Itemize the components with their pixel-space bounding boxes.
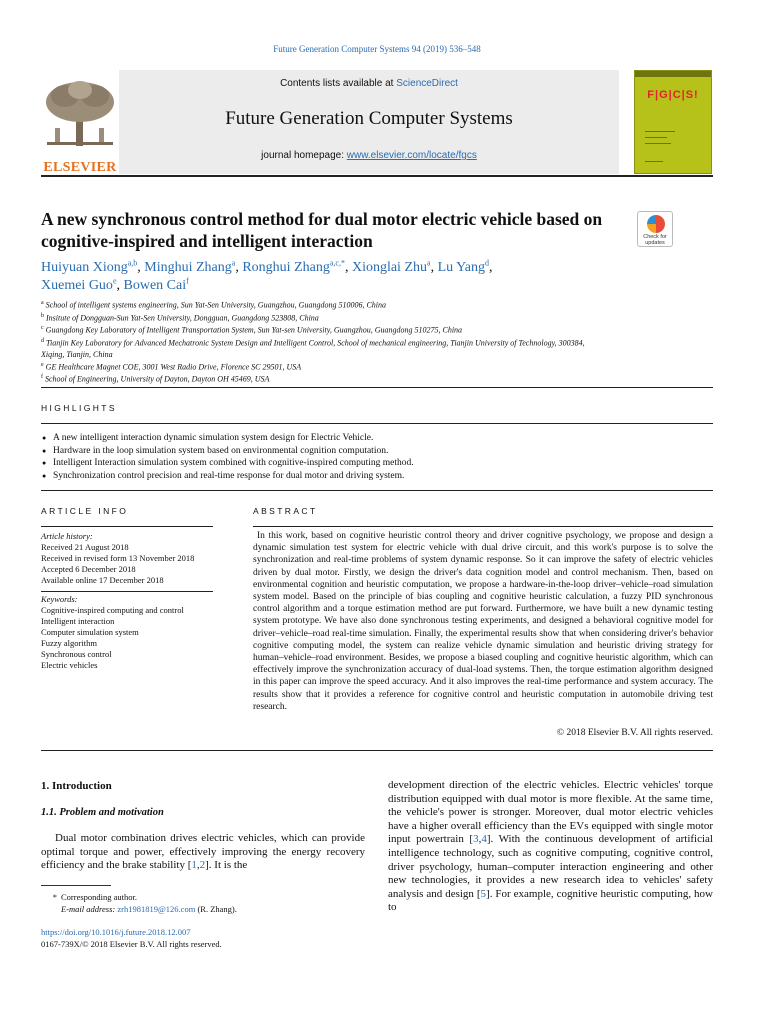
journal-cover-image [634, 70, 712, 174]
highlight-item: ● Hardware in the loop simulation system based on environmental cognition computation. [41, 445, 713, 458]
highlight-item: ● Synchronization control precision and real-time response for dual motor and driving system. [41, 470, 713, 483]
abstract-text: In this work, based on cognitive heuristic control theory and driver cognitive psychology, we propose and design a dynamic simulation test system for electric vehicle with dual drive circuit, and this work's purpose is to solve the synchronization and real-time problems of system dynamic response. So it can improve the safety of electric vehicles driven by dual motor. Firstly, we design the driver's data cognition model and control mechanism. Then, based on environmental cognition and heuristic computation, we propose a hardware-in-the-loop driver–vehicle–road simulation system model. Based on the principle of bias coupling and cognitive heuristic calculation, a fuzzy PID synchronous control algorithm and a torque estimation method are put forward. Furthermore, we have built a new dynamic testing system prototype. We have also done synchronous testing experiments, and designed a behavioral cognitive model for driver–vehicle–road real-time simulation. Finally, the experimental results show that when considering driver's behavior cognitive computing model, the system can realize vehicle dynamic simulation and heuristic driving strategy for human–vehicle–road environment. Besides, we propose a biased coupling and cognitive heuristic algorithm, which can effectively improve the synchronization accuracy of dual-load systems. Then, the torque estimation algorithm designed in this paper can improve the speed accuracy. And it also improves the real-time performance and system accuracy. The results show that it provides a reference for cognitive control and heuristic computation in automobile driving test research. [253, 531, 713, 712]
check-for-updates-button[interactable] [637, 211, 673, 247]
crossmark-icon [647, 215, 665, 233]
article-info-divider [41, 526, 213, 527]
author[interactable]: Xuemei Guo$^e$ [41, 276, 117, 293]
intro-paragraph-left: Dual motor combination drives electric vehicles, which can provide optimal torque and power, effectively improving the energy recovery efficiency and the brake stability [1,2]. It is the [41, 832, 365, 872]
copyright-notice: © 2018 Elsevier B.V. All rights reserved. [556, 728, 713, 738]
affiliation: $^a$ School of intelligent systems engineering, Sun Yat-Sen University, Guangzhou, Guangdong 510006, China [41, 300, 387, 310]
section-heading: 1. Introduction [41, 780, 112, 792]
doi-block [41, 926, 222, 950]
corresponding-author-footnote: * Corresponding author. E-mail address: zrh1981819@126.com (R. Zhang). [52, 892, 237, 914]
affiliation: $^d$ Tianjin Key Laboratory for Advanced Mechatronic System Design and Intelligent Control, School of mechanical engineering, Tianjin University of Technology, 300384, Xiqing, Tianjin, China [41, 337, 585, 359]
journal-title: Future Generation Computer Systems [225, 108, 513, 129]
author[interactable]: Lu Yang$^d$ [437, 258, 490, 275]
subsection-heading: 1.1. Problem and motivation [41, 807, 164, 818]
journal-banner [119, 70, 619, 174]
homepage-line: journal homepage: www.elsevier.com/locate/fgcs [261, 150, 477, 161]
highlight-item: ● Intelligent Interaction simulation system combined with cognitive-inspired computing method. [41, 457, 713, 470]
doi-link[interactable]: https://doi.org/10.1016/j.future.2018.12.007 [41, 927, 191, 937]
author[interactable]: Bowen Cai$^f$ [123, 276, 189, 293]
cover-title: F|G|C|S! [647, 89, 699, 101]
affiliation: $^f$ School of Engineering, University of Dayton, Dayton OH 45469, USA [41, 374, 270, 384]
section-divider [41, 387, 713, 388]
reference-link[interactable]: 5 [480, 887, 487, 900]
reference-link[interactable]: 2 [199, 859, 206, 872]
reference-link[interactable]: 4 [481, 833, 487, 846]
affiliation: $^b$ Insitute of Dongguan-Sun Yat-Sen University, Dongguan, Guangdong 523808, China [41, 312, 319, 323]
abstract-heading: ABSTRACT [253, 506, 318, 516]
homepage-link[interactable]: www.elsevier.com/locate/fgcs [346, 150, 477, 161]
author-list: Huiyuan Xiong$^{a,b}$, Minghui Zhang$^a$, Ronghui Zhang$^{a,c,*}$, Xionglai Zhu$^a$, Lu Yang$^d$, Xuemei Guo$^e$, Bowen Cai$^f$ [41, 258, 493, 293]
issn-line: 0167-739X/© 2018 Elsevier B.V. All rights reserved. [41, 939, 222, 949]
email-link[interactable]: zrh1981819@126.com [117, 904, 196, 914]
author[interactable]: Minghui Zhang$^a$ [144, 258, 236, 275]
journal-citation[interactable]: Future Generation Computer Systems 94 (2019) 536–548 [273, 44, 481, 54]
paper-page [41, 0, 713, 1024]
crossmark-label: Check for updates [643, 234, 667, 246]
abstract-divider [253, 526, 713, 527]
affiliation-list [41, 298, 601, 385]
highlights-heading: HIGHLIGHTS [41, 403, 117, 413]
section-divider [41, 490, 713, 491]
article-title: A new synchronous control method for dual motor electric vehicle based on cognitive-inspired and intelligent interaction [41, 209, 603, 251]
journal-header [41, 70, 713, 176]
sciencedirect-link[interactable]: ScienceDirect [396, 78, 458, 89]
highlights-list [41, 432, 713, 482]
header-divider [41, 175, 713, 177]
article-info-divider [41, 591, 213, 592]
reference-link[interactable]: 3 [473, 833, 479, 846]
article-history: Article history: Received 21 August 2018 Received in revised form 13 November 2018 Accepted 6 December 2018 Available online 17 December 2018 [41, 531, 195, 585]
footnote-divider [41, 885, 111, 886]
affiliation: $^e$ GE Healthcare Magnet COE, 3001 West Radio Drive, Florence SC 29501, USA [41, 361, 302, 372]
article-info-heading: ARTICLE INFO [41, 506, 129, 516]
section-divider [41, 423, 713, 424]
reference-link[interactable]: 1 [191, 859, 197, 872]
author[interactable]: Ronghui Zhang$^{a,c,*}$ [242, 258, 345, 275]
author[interactable]: Xionglai Zhu$^a$ [351, 258, 431, 275]
contents-line: Contents lists available at ScienceDirect [280, 78, 458, 89]
intro-paragraph-right: development direction of the electric vehicles. Electric vehicles' torque distribution equipped with dual motor is more flexible. At the same time, the vehicle's power is stronger. Moreover, dual motor electric vehicles have a higher overall efficiency than the EVs equipped with single motor input powertrain [3,4]. With the continuous development of artificial intelligence technology, such as cognitive computing, cognitive control, driver psychology, human–computer interaction engineering and other new technologies, it provides a new research idea to vehicles' safety analysis and design [5]. For example, cognitive heuristic computing, how to [388, 779, 713, 914]
keywords: Keywords: Cognitive-inspired computing and control Intelligent interaction Computer simulation system Fuzzy algorithm Synchronous control Electric vehicles [41, 594, 184, 670]
publisher-name: ELSEVIER [43, 160, 117, 175]
affiliation: $^c$ Guangdong Key Laboratory of Intelligent Transportation System, Sun Yat-sen University, Guangzhou, Guangdong 510275, China [41, 325, 463, 335]
elsevier-tree-logo [41, 80, 119, 175]
section-divider [41, 750, 713, 751]
author[interactable]: Huiyuan Xiong$^{a,b}$ [41, 258, 138, 275]
highlight-item: ● A new intelligent interaction dynamic simulation system design for Electric Vehicle. [41, 432, 713, 445]
